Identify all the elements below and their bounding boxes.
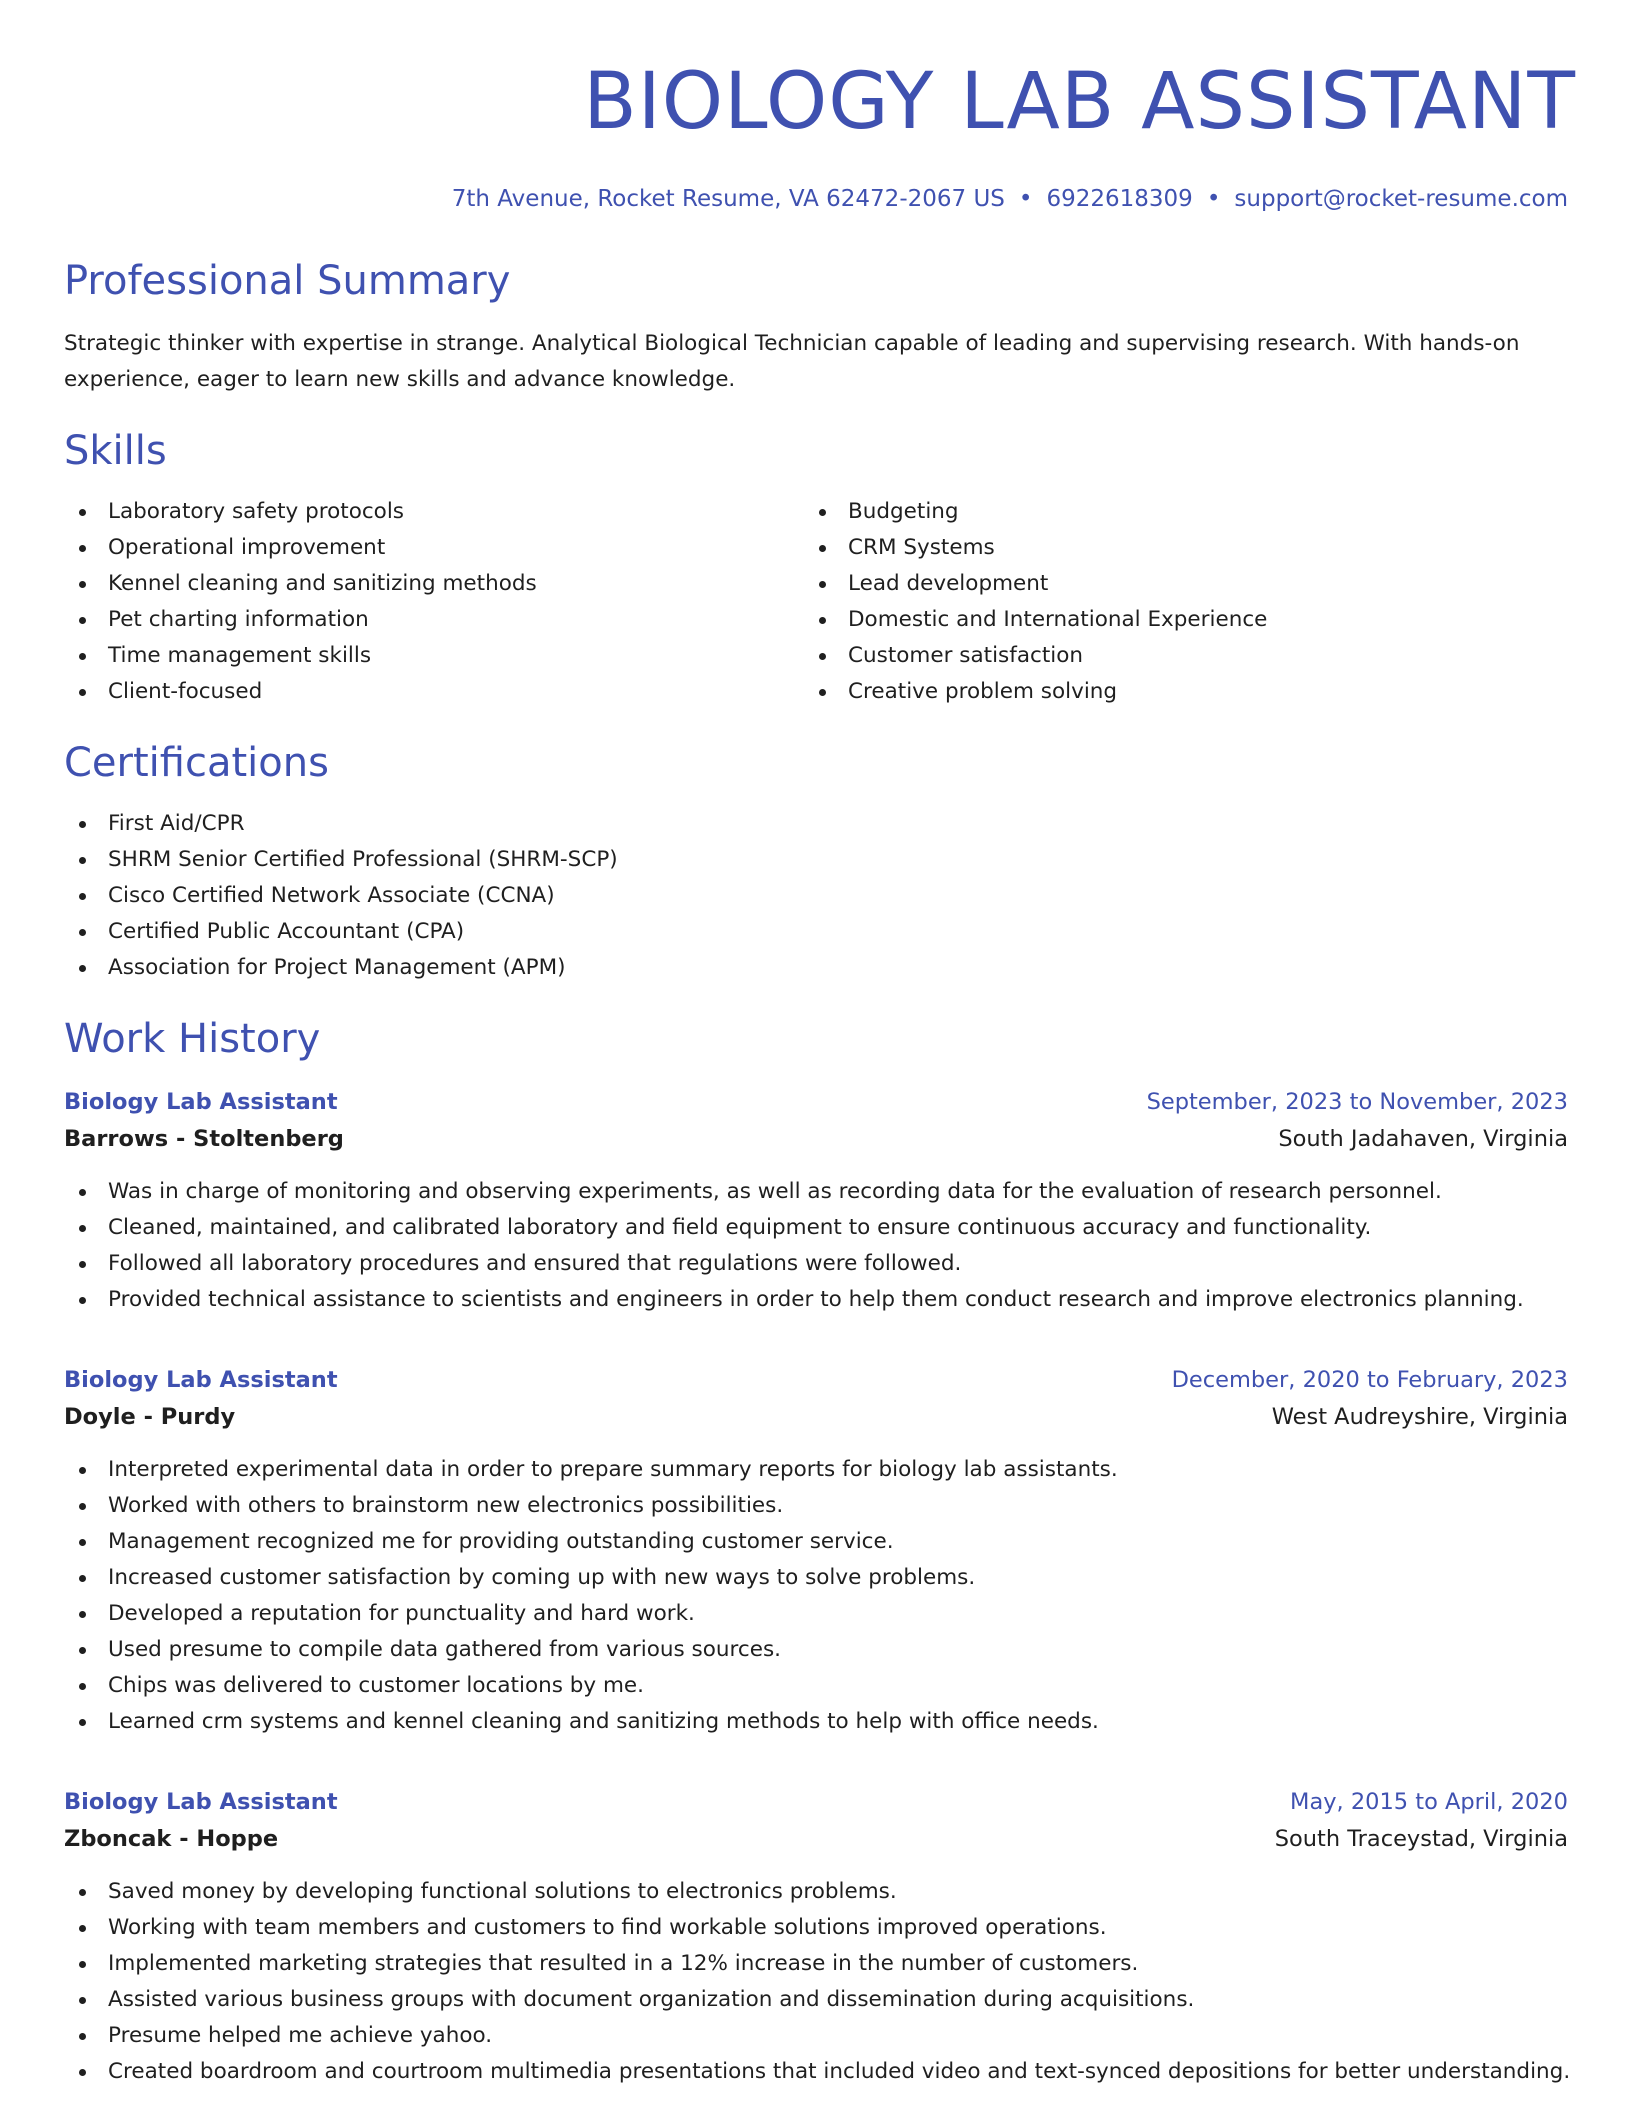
job-header-row [64,1784,1568,1820]
job-bullet: Presume helped me achieve yahoo. [64,2018,1568,2054]
certification-item: Certified Public Accountant (CPA) [64,914,1568,950]
job-bullet: Cleaned, maintained, and calibrated laboratory and field equipment to ensure continuous accuracy and functionality. [64,1210,1568,1246]
certification-item: First Aid/CPR [64,806,1568,842]
job-company: Zboncak - Hoppe [64,1826,279,1852]
skill-item: Laboratory safety protocols [64,494,804,530]
skill-item: CRM Systems [804,530,1544,566]
summary-text: Strategic thinker with expertise in strange. Analytical Biological Technician capable of leading and supervising research. With hands-on experience, eager to learn new skills and advance knowledge. [64,331,1520,392]
job-bullets [64,1452,1568,1740]
job-company: Doyle - Purdy [64,1404,236,1430]
skill-item: Kennel cleaning and sanitizing methods [64,566,804,602]
job-location: West Audreyshire, Virginia [1271,1404,1568,1430]
job-subheader-row [64,1398,1568,1436]
job-bullet: Worked with others to brainstorm new electronics possibilities. [64,1488,1568,1524]
job-subheader-row [64,1820,1568,1858]
skills-columns [64,494,1568,710]
job-location: South Traceystad, Virginia [1274,1826,1568,1852]
job-bullet: Assisted various business groups with document organization and dissemination during acquisitions. [64,1982,1568,2018]
skills-list-right [804,494,1544,710]
job-header-row [64,1362,1568,1398]
job-bullet: Provided technical assistance to scientists and engineers in order to help them conduct research and improve electronics planning. [64,1282,1568,1318]
job-bullets [64,1874,1571,2090]
job-bullet: Increased customer satisfaction by coming up with new ways to solve problems. [64,1560,1568,1596]
summary-section [64,256,1568,398]
resume-title: BIOLOGY LAB ASSISTANT [583,57,1576,147]
job-bullet: Used presume to compile data gathered from various sources. [64,1632,1568,1668]
job-title: Biology Lab Assistant [64,1789,338,1815]
job-bullet: Followed all laboratory procedures and ensured that regulations were followed. [64,1246,1568,1282]
job-bullet: Interpreted experimental data in order to prepare summary reports for biology lab assistants. [64,1452,1568,1488]
section-heading: Skills [64,428,167,474]
skill-item: Operational improvement [64,530,804,566]
job-header-row [64,1084,1568,1120]
skill-item: Budgeting [804,494,1544,530]
job-company: Barrows - Stoltenberg [64,1126,344,1152]
job-bullet: Working with team members and customers to find workable solutions improved operations. [64,1910,1568,1946]
job-bullets [64,1174,1568,1318]
job-dates: December, 2020 to February, 2023 [1171,1367,1568,1393]
section-heading: Professional Summary [64,258,511,304]
job-entry [64,1362,1568,1740]
job-bullet: Chips was delivered to customer locations by me. [64,1668,1568,1704]
skills-list-left [64,494,804,710]
job-dates: September, 2023 to November, 2023 [1146,1089,1568,1115]
job-subheader-row [64,1120,1568,1158]
skill-item: Lead development [804,566,1544,602]
job-entry [64,1084,1568,1318]
job-title: Biology Lab Assistant [64,1367,338,1393]
skill-item: Pet charting information [64,602,804,638]
skill-item: Time management skills [64,638,804,674]
job-bullet: Developed a reputation for punctuality and hard work. [64,1596,1568,1632]
section-heading: Certifications [64,740,329,786]
job-location: South Jadahaven, Virginia [1278,1126,1568,1152]
certification-item: Cisco Certified Network Associate (CCNA) [64,878,1568,914]
job-entry [64,1784,1571,2090]
contact-phone: 6922618309 [1046,186,1193,212]
skill-item: Domestic and International Experience [804,602,1544,638]
contact-separator: • [1206,186,1221,212]
contact-separator: • [1018,186,1033,212]
contact-line [64,184,1568,214]
job-bullet: Implemented marketing strategies that resulted in a 12% increase in the number of customers. [64,1946,1568,1982]
job-bullet: Management recognized me for providing outstanding customer service. [64,1524,1568,1560]
skills-section [64,426,1568,710]
contact-address: 7th Avenue, Rocket Resume, VA 62472-2067 US [451,186,1005,212]
job-bullet: Was in charge of monitoring and observing experiments, as well as recording data for the evaluation of research personnel. [64,1174,1568,1210]
work-history-section [64,1014,1571,2090]
skill-item: Customer satisfaction [804,638,1544,674]
section-heading: Work History [64,1016,321,1062]
job-bullet: Created boardroom and courtroom multimedia presentations that included video and text-synced depositions for better understanding. [64,2054,1568,2090]
certifications-section [64,738,1568,986]
contact-email: support@rocket-resume.com [1234,186,1568,212]
certification-item: Association for Project Management (APM) [64,950,1568,986]
skill-item: Creative problem solving [804,674,1544,710]
certification-item: SHRM Senior Certified Professional (SHRM-SCP) [64,842,1568,878]
skill-item: Client-focused [64,674,804,710]
job-dates: May, 2015 to April, 2020 [1290,1789,1568,1815]
job-bullet: Learned crm systems and kennel cleaning and sanitizing methods to help with office needs. [64,1704,1568,1740]
certifications-list [64,806,1568,986]
job-title: Biology Lab Assistant [64,1089,338,1115]
job-bullet: Saved money by developing functional solutions to electronics problems. [64,1874,1568,1910]
